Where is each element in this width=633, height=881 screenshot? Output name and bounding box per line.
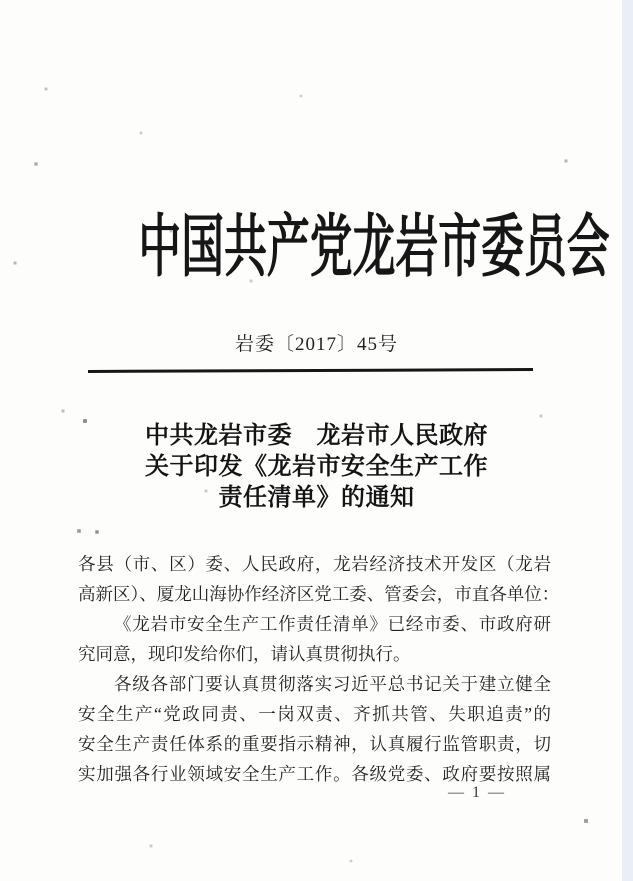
- body-line: 高新区）、厦龙山海协作经济区党工委、管委会，市直各单位：: [78, 584, 560, 604]
- page-edge-shadow: [622, 0, 633, 881]
- body-line: 究同意，现印发给你们，请认真贯彻执行。: [78, 644, 411, 664]
- issuing-org-title: [0, 210, 633, 285]
- document-title-line-2: 关于印发《龙岩市安全生产工作: [145, 454, 488, 480]
- body-line: 实加强各行业领域安全生产工作。各级党委、政府要按照属: [78, 764, 551, 784]
- document-title: [0, 421, 633, 514]
- body-line: 各县（市、区）委、人民政府，龙岩经济技术开发区（龙岩: [78, 554, 551, 574]
- document-title-line-1: 中共龙岩市委 龙岩市人民政府: [145, 423, 488, 449]
- body-line: 安全生产责任体系的重要指示精神，认真履行监管职责，切: [78, 734, 551, 754]
- body-line: 《龙岩市安全生产工作责任清单》已经市委、市政府研: [114, 614, 551, 634]
- page-number: — 1 —: [448, 784, 506, 801]
- scan-noise: [0, 0, 2, 2]
- document-body: [78, 549, 560, 789]
- document-title-line-3: 责任清单》的通知: [218, 485, 415, 511]
- issuing-org-title-text: 中国共产党龙岩市委员会: [138, 209, 610, 285]
- body-line: 安全生产“党政同责、一岗双责、齐抓共管、失职追责”的: [78, 704, 551, 724]
- document-number: 岩委〔2017〕45号: [234, 334, 398, 355]
- body-line: 各级各部门要认真贯彻落实习近平总书记关于建立健全: [114, 674, 551, 694]
- separator-rule: [88, 368, 533, 373]
